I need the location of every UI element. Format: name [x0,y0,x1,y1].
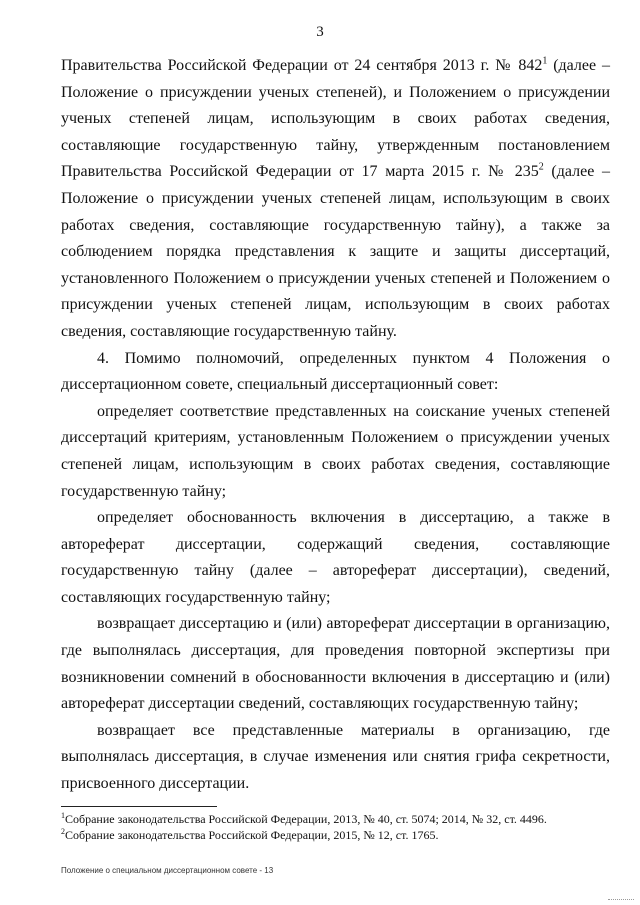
footnote-divider [61,806,217,807]
footnote-text: Собрание законодательства Российской Федерации, 2013, № 40, ст. 5074; 2014, № 32, ст. 4496. [65,812,547,826]
footnote-mark: 1 [61,811,65,820]
footnote-mark: 2 [61,827,65,836]
footnote-text: Собрание законодательства Российской Федерации, 2015, № 12, ст. 1765. [65,828,439,842]
paragraph-determines-compliance: определяет соответствие представленных на соискание ученых степеней диссертаций критериям, установленным Положением о присуждении ученых степеней лицам, использующим в своих работах сведения, составляющие государственную тайну; [61,402,610,500]
paragraph-text: (далее – Положение о присуждении ученых степеней лицам, использующим в своих работах сведения, составляющие государственную тайну), а также за соблюдением порядка представления к защите и защиты диссертаций, установленного Положением о присуждении ученых степеней и Положением о присуждении ученых степеней лицам, использующим в своих работах сведения, составляющие государственную тайну. [61,163,610,340]
paragraph-returns-dissertation: возвращает диссертацию и (или) автореферат диссертации в организацию, где выполнялась диссертация, для проведения повторной экспертизы при возникновении сомнений в обоснованности включения в диссертацию и (или) автореферат диссертации сведений, составляющих государственную тайну; [61,615,610,713]
footnotes [61,811,621,843]
paragraph-text: (далее – Положение о присуждении ученых степеней), и Положением о присуждении ученых степеней лицам, использующим в своих работах сведения, составляющие государственную тайну, утвержденным постановлением Правительства Российской Федерации от 17 марта 2015 г. № 235 [61,57,610,181]
document-footer: Положение о специальном диссертационном совете - 13 [61,866,274,875]
paragraph-returns-materials: возвращает все представленные материалы в организацию, где выполнялась диссертация, в случае изменения или снятия грифа секретности, присвоенного диссертации. [61,721,610,793]
scan-artifact [608,899,634,903]
page-number: 3 [316,24,324,40]
body-text [61,53,610,798]
footnote-ref-2: 2 [538,162,544,174]
footnote-ref-1: 1 [542,55,548,67]
paragraph-item-4: 4. Помимо полномочий, определенных пунктом 4 Положения о диссертационном совете, специальный диссертационный совет: [61,349,610,394]
paragraph-continuation [61,53,610,346]
footnote-1 [61,811,621,827]
paragraph-determines-validity: определяет обоснованность включения в диссертацию, а также в автореферат диссертации, содержащий сведения, составляющие государственную тайну (далее – автореферат диссертации), сведений, составляющих государственную тайну; [61,509,610,606]
paragraph-text: Правительства Российской Федерации от 24 сентября 2013 г. № 842 [61,57,543,74]
footnote-2 [61,827,621,843]
